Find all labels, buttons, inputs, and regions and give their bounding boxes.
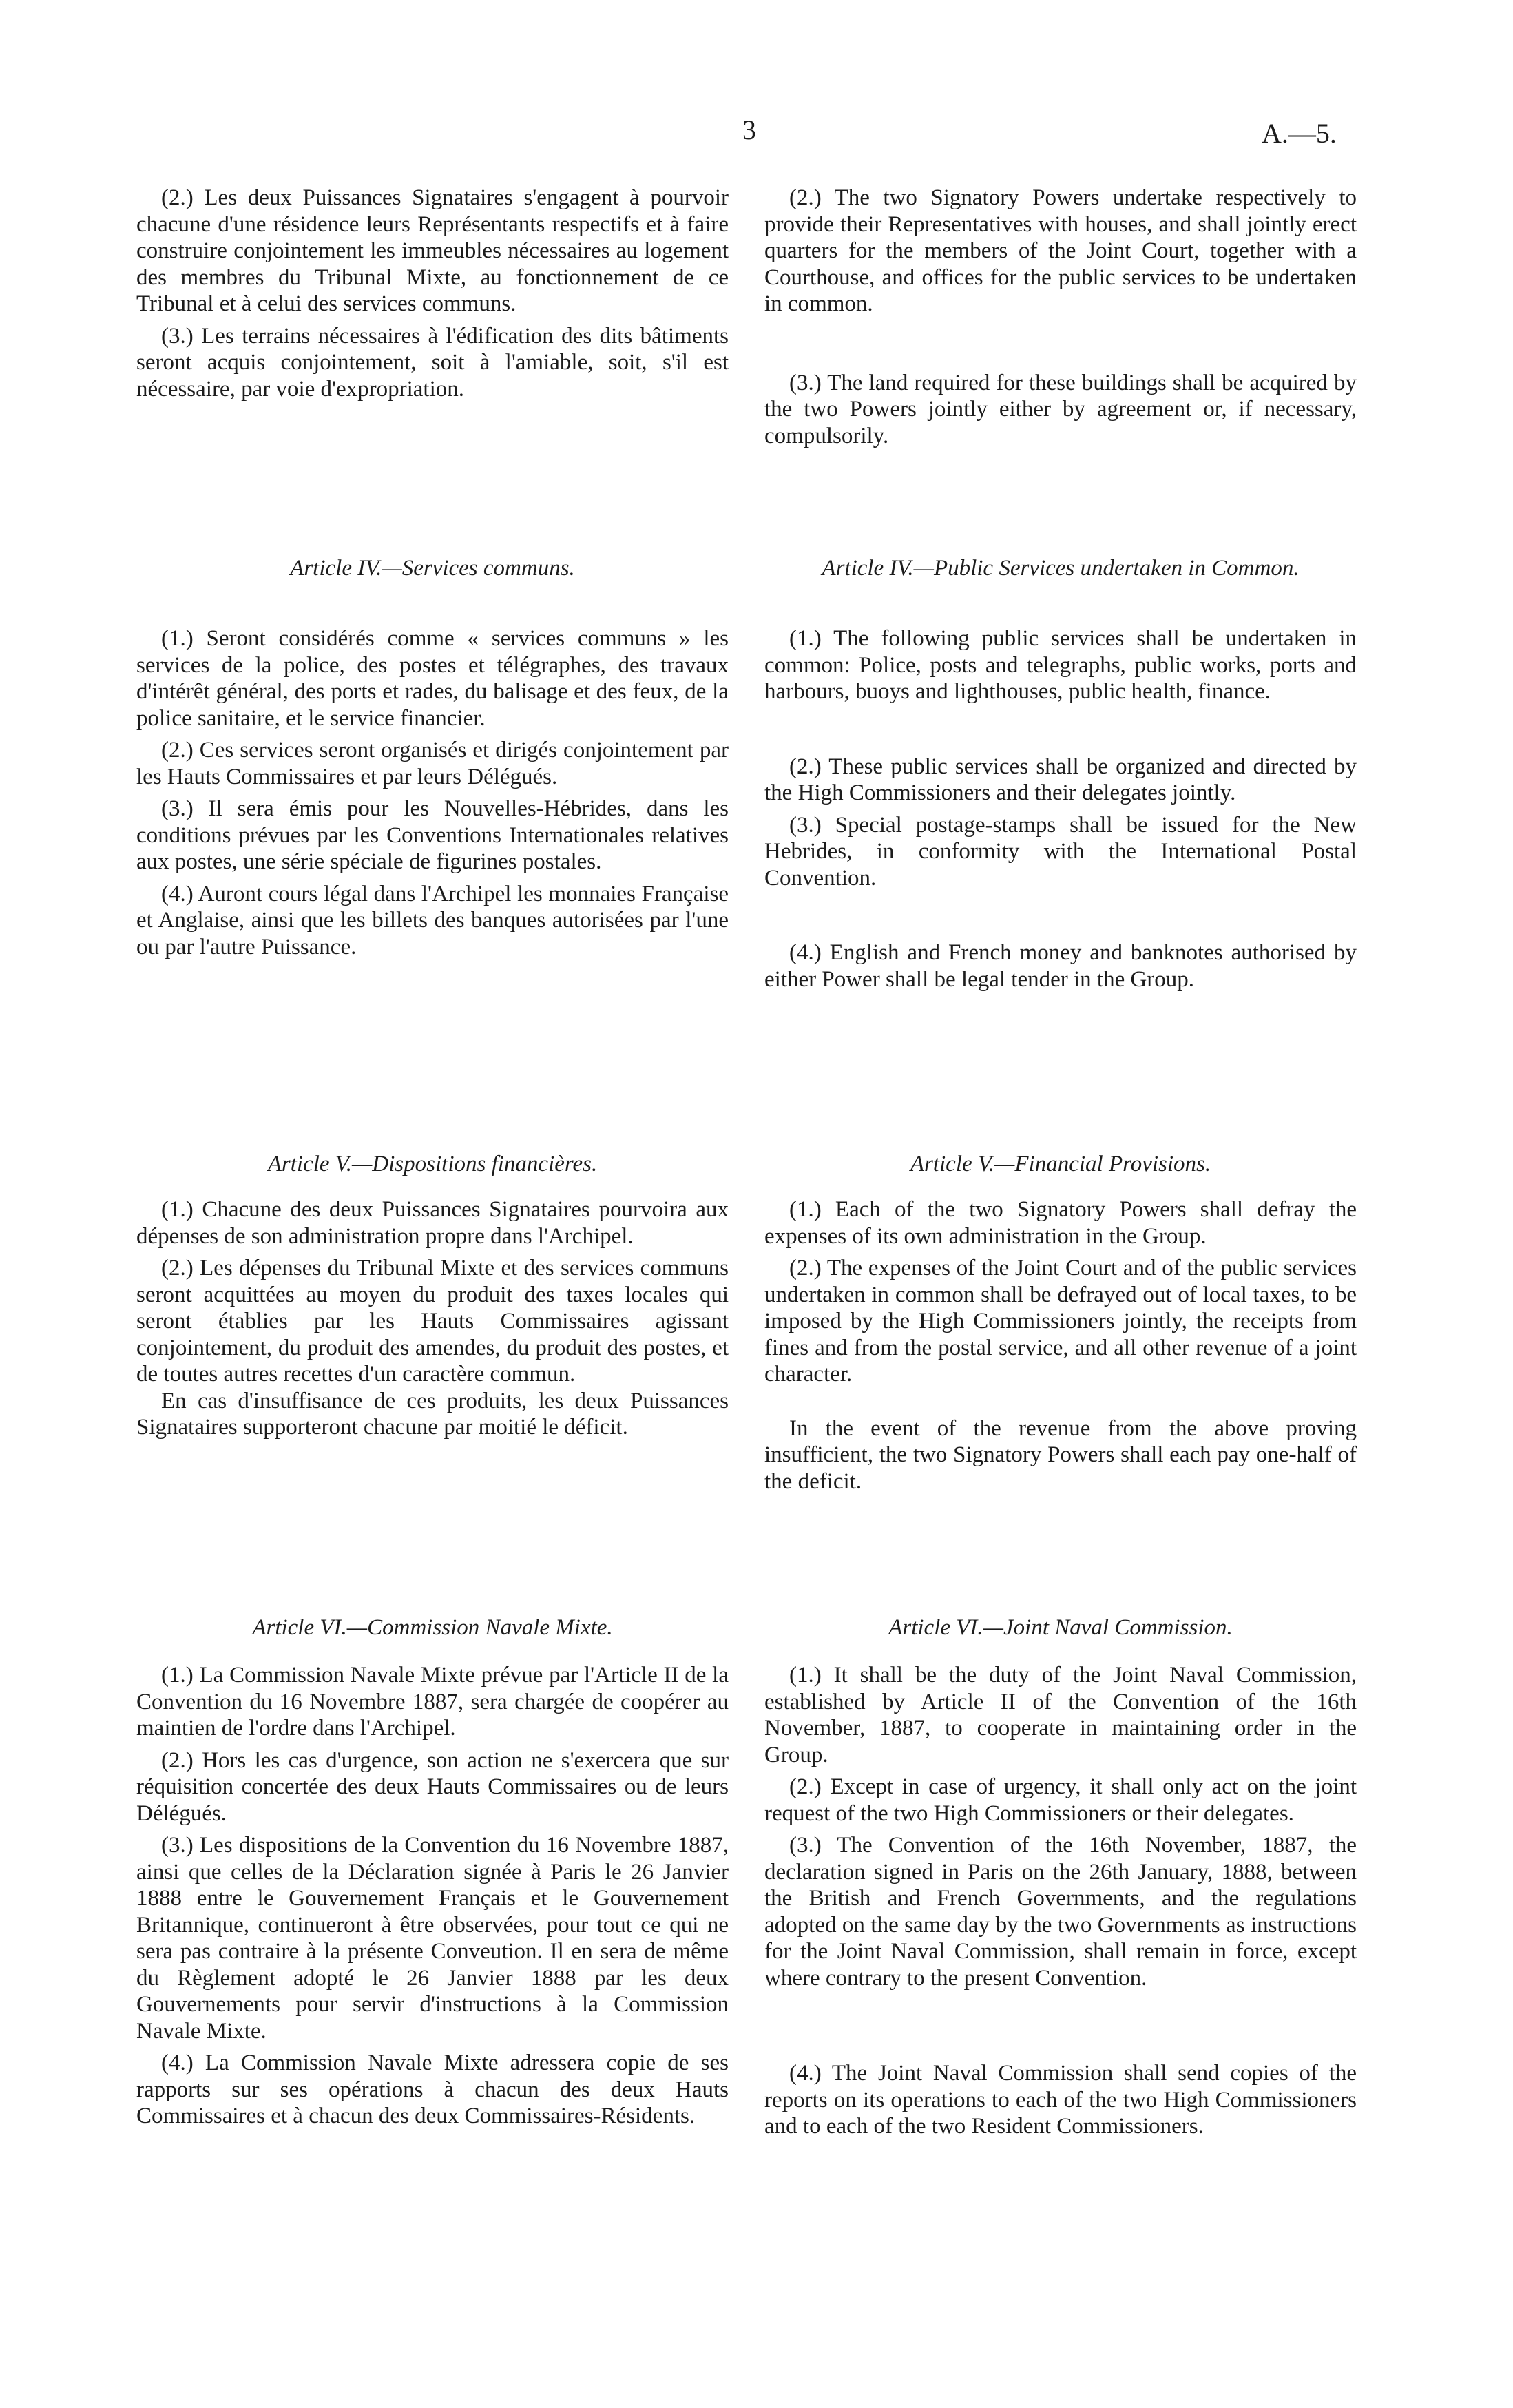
en-article-6-heading: Article VI.—Joint Naval Commission. xyxy=(888,1615,1233,1640)
en-a3-para-2: (2.) The two Signatory Powers undertake respectively to provide their Representatives with houses, and shall jointly erect quarters for the members of the Joint Court, together with a Courthouse, and offices for the public services to be undertaken in common. xyxy=(764,185,1357,316)
fr-a4-para-4: (4.) Auront cours légal dans l'Archipel les monnaies Française et Anglaise, ainsi que les billets des banques autorisées par l'une ou par l'autre Puissance. xyxy=(136,881,729,959)
fr-a6-para-3: (3.) Les dispositions de la Convention du 16 Novembre 1887, ainsi que celles de la Déclaration signée à Paris le 26 Janvier 1888 entre le Gouvernement Français et le Gouvernement Britannique, continueront à être observées, pour tout ce qui ne sera pas contraire à la présente Conveution. Il en sera de même du Règlement adopté le 26 Janvier 1888 par les deux Gouvernements pour servir d'instructions à la Commission Navale Mixte. xyxy=(136,1833,729,2044)
document-reference: A.—5. xyxy=(1262,118,1337,149)
en-a4-para-4: (4.) English and French money and banknotes authorised by either Power shall be legal tender in the Group. xyxy=(764,940,1357,992)
en-a5-para-2: (2.) The expenses of the Joint Court and of the public services undertaken in common shall be defrayed out of local taxes, to be imposed by the High Commissioners jointly, the receipts from fines and from the postal service, and all other revenue of a joint character. xyxy=(764,1256,1357,1387)
en-a5-para-3: In the event of the revenue from the above proving insufficient, the two Signatory Powers shall each pay one-half of the deficit. xyxy=(764,1415,1357,1494)
en-article-5-heading: Article V.—Financial Provisions. xyxy=(910,1152,1211,1176)
fr-a6-para-1: (1.) La Commission Navale Mixte prévue par l'Article II de la Convention du 16 Novembre 1887, sera chargée de coopérer au maintien de l'ordre dans l'Archipel. xyxy=(136,1663,729,1741)
fr-a3-para-2: (2.) Les deux Puissances Signataires s'engagent à pourvoir chacune d'une résidence leurs Représentants respectifs et à faire construire conjointement les immeubles nécessaires au logement des membres du Tribunal Mixte, au fonctionnement de ce Tribunal et à celui des services communs. xyxy=(136,185,729,316)
en-a6-para-4: (4.) The Joint Naval Commission shall send copies of the reports on its operations to each of the two High Commissioners and to each of the two Resident Commissioners. xyxy=(764,2061,1357,2139)
fr-a6-para-4: (4.) La Commission Navale Mixte adressera copie de ses rapports sur ses opérations à chacun des deux Hauts Commissaires et à chacun des deux Commissaires-Résidents. xyxy=(136,2051,729,2128)
fr-a5-para-2: (2.) Les dépenses du Tribunal Mixte et des services communs seront acquittées au moyen du produit des taxes locales qui seront établies par les Hauts Commissaires agissant conjointement, du produit des amendes, du produit des postes, et de toutes autres recettes d'un caractère commun. xyxy=(136,1256,729,1387)
fr-article-3-paras xyxy=(136,185,729,402)
en-a4-para-3: (3.) Special postage-stamps shall be issued for the New Hebrides, in conformity with the International Postal Convention. xyxy=(764,812,1357,891)
fr-a3-para-3: (3.) Les terrains nécessaires à l'édification des dits bâtiments seront acquis conjointement, soit à l'amiable, soit, s'il est nécessaire, par voie d'expropriation. xyxy=(136,323,729,402)
fr-a5-para-3: En cas d'insuffisance de ces produits, les deux Puissances Signataires supporteront chacune par moitié le déficit. xyxy=(136,1388,729,1440)
fr-article-4-paras xyxy=(136,625,729,960)
fr-a4-para-1: (1.) Seront considérés comme « services communs » les services de la police, des postes et télégraphes, des travaux d'intérêt général, des ports et rades, du balisage et des feux, de la police sanitaire, et le service financier. xyxy=(136,626,729,731)
fr-a4-para-2: (2.) Ces services seront organisés et dirigés conjointement par les Hauts Commissaires et par leurs Délégués. xyxy=(136,738,729,789)
en-a6-para-3: (3.) The Convention of the 16th November, 1887, the declaration signed in Paris on the 26th January, 1888, between the British and French Governments, and the regulations adopted on the same day by the two Governments as instructions for the Joint Naval Commission, shall remain in force, except where contrary to the present Convention. xyxy=(764,1833,1357,1991)
fr-article-5-heading: Article V.—Dispositions financières. xyxy=(267,1152,598,1176)
fr-article-4-heading: Article IV.—Services communs. xyxy=(290,556,575,581)
fr-article-6-heading: Article VI.—Commission Navale Mixte. xyxy=(252,1615,613,1640)
fr-a5-para-1: (1.) Chacune des deux Puissances Signataires pourvoira aux dépenses de son administration propre dans l'Archipel. xyxy=(136,1197,729,1249)
fr-article-5-paras xyxy=(136,1196,729,1441)
en-a4-para-1: (1.) The following public services shall be undertaken in common: Police, posts and telegraphs, public works, ports and harbours, buoys and lighthouses, public health, finance. xyxy=(764,626,1357,704)
en-article-6-paras xyxy=(764,1662,1357,2140)
page-number: 3 xyxy=(742,114,756,145)
fr-a4-para-3: (3.) Il sera émis pour les Nouvelles-Hébrides, dans les conditions prévues par les Conventions Internationales relatives aux postes, une série spéciale de figurines postales. xyxy=(136,796,729,874)
fr-a6-para-2: (2.) Hors les cas d'urgence, son action ne s'exercera que sur réquisition concertée des deux Hauts Commissaires ou de leurs Délégués. xyxy=(136,1747,729,1826)
en-a6-para-1: (1.) It shall be the duty of the Joint Naval Commission, established by Article II of the Convention of the 16th November, 1887, to cooperate in maintaining order in the Group. xyxy=(764,1663,1357,1767)
en-a3-para-3: (3.) The land required for these buildings shall be acquired by the two Powers jointly either by agreement or, if necessary, compulsorily. xyxy=(764,370,1357,448)
en-article-4-heading: Article IV.—Public Services undertaken in Common. xyxy=(822,556,1300,581)
fr-article-6-paras xyxy=(136,1662,729,2130)
en-article-4-paras xyxy=(764,625,1357,993)
en-a4-para-2: (2.) These public services shall be organized and directed by the High Commissioners and their delegates jointly. xyxy=(764,754,1357,805)
en-a5-para-1: (1.) Each of the two Signatory Powers shall defray the expenses of its own administration in the Group. xyxy=(764,1197,1357,1249)
en-a6-para-2: (2.) Except in case of urgency, it shall only act on the joint request of the two High Commissioners or their delegates. xyxy=(764,1774,1357,1826)
en-article-3-paras xyxy=(764,185,1357,449)
en-article-5-paras xyxy=(764,1196,1357,1495)
